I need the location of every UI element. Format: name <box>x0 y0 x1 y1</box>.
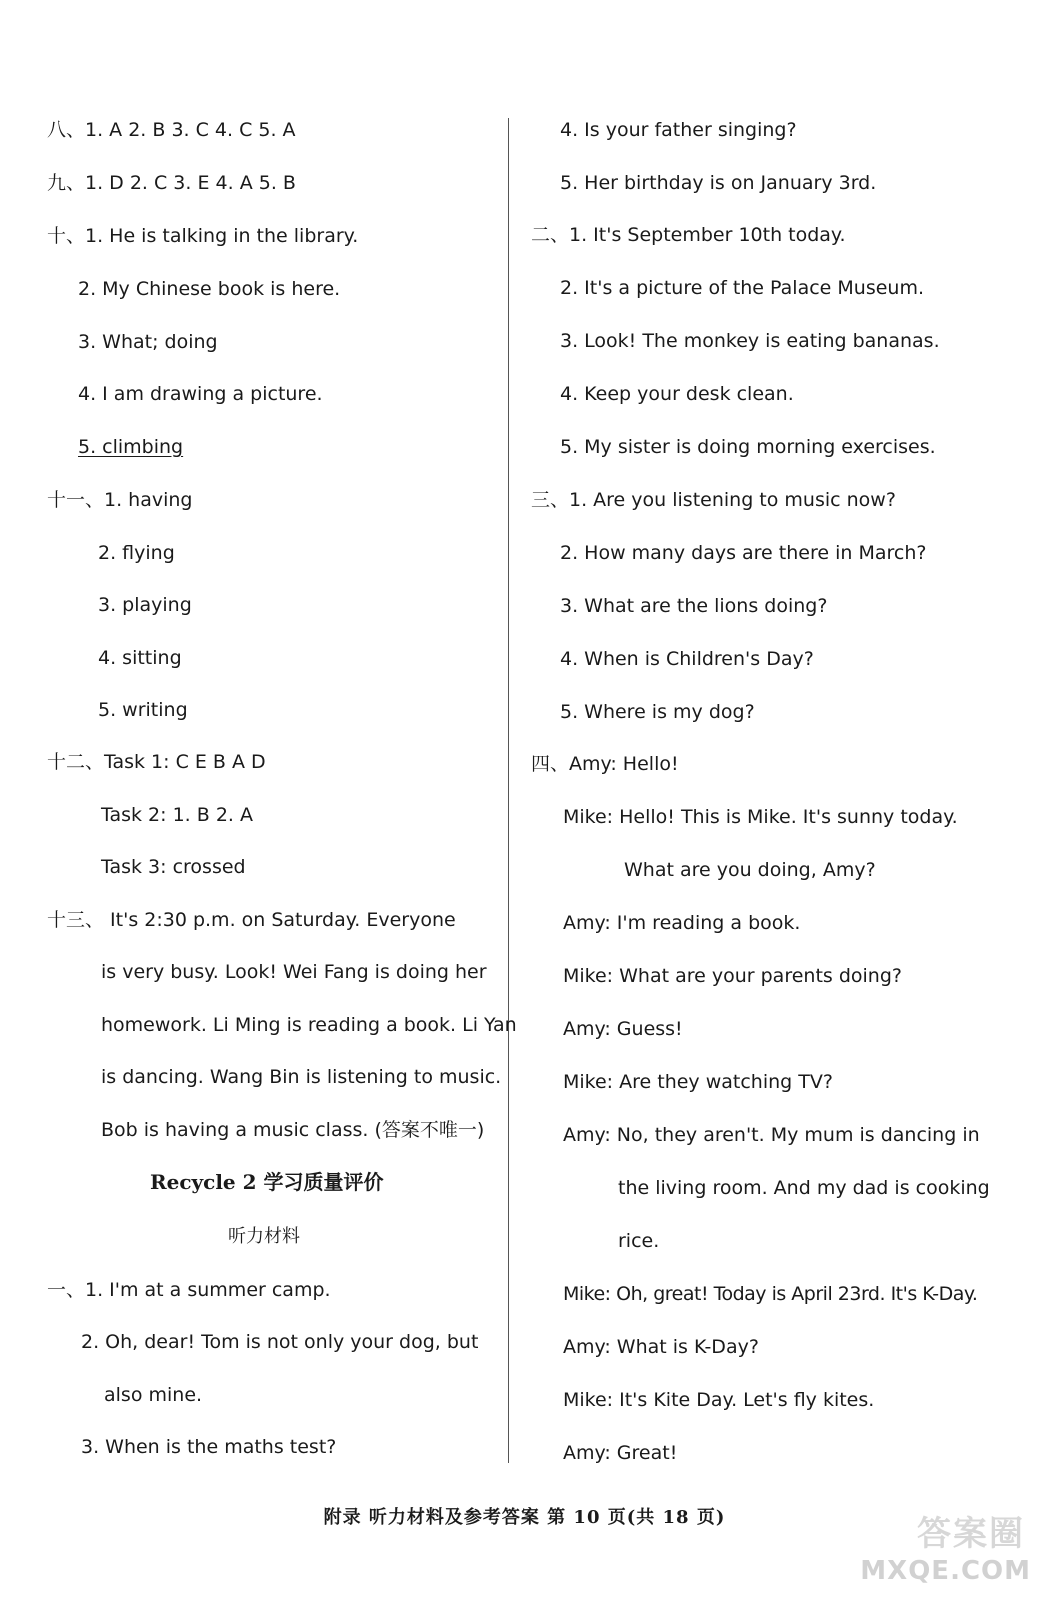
answer-q11-3: 3. playing <box>98 594 192 616</box>
answer-q13-3: homework. Li Ming is reading a book. Li Yan <box>101 1014 517 1036</box>
answer-q12-2: Task 2: 1. B 2. A <box>101 804 253 826</box>
listening-1-2: 2. Oh, dear! Tom is not only your dog, but <box>81 1331 479 1353</box>
answer-q13-2: is very busy. Look! Wei Fang is doing her <box>101 961 487 983</box>
dialogue-line-7: Amy: No, they aren't. My mum is dancing in <box>563 1124 980 1146</box>
dialogue-line-11: Amy: Great! <box>563 1442 678 1464</box>
dialogue-line-7-cont: the living room. And my dad is cooking <box>618 1177 990 1199</box>
answer-q12-1: 十二、Task 1: C E B A D <box>47 751 266 773</box>
listening-3-4: 4. When is Children's Day? <box>560 648 814 670</box>
dialogue-line-1: 四、Amy: Hello! <box>531 753 679 775</box>
answer-q13-5: Bob is having a music class. (答案不唯一) <box>101 1119 485 1141</box>
dialogue-line-4: Mike: What are your parents doing? <box>563 965 902 987</box>
answer-q10-3: 3. What; doing <box>78 331 218 353</box>
page-footer: 附录 听力材料及参考答案 第 10 页(共 18 页) <box>323 1507 726 1528</box>
listening-2-1: 二、1. It's September 10th today. <box>531 224 846 246</box>
section-title: Recycle 2 学习质量评价 <box>150 1170 384 1194</box>
answer-q11-4: 4. sitting <box>98 647 182 669</box>
dialogue-line-5: Amy: Guess! <box>563 1018 683 1040</box>
answer-q12-3: Task 3: crossed <box>101 856 246 878</box>
listening-1-1: 一、1. I'm at a summer camp. <box>47 1279 331 1301</box>
listening-3-1: 三、1. Are you listening to music now? <box>531 489 896 511</box>
dialogue-line-3: Amy: I'm reading a book. <box>563 912 801 934</box>
dialogue-line-2-cont: What are you doing, Amy? <box>624 859 876 881</box>
listening-2-2: 2. It's a picture of the Palace Museum. <box>560 277 924 299</box>
listening-1-5: 5. Her birthday is on January 3rd. <box>560 172 877 194</box>
dialogue-line-7-end: rice. <box>618 1230 660 1252</box>
listening-1-3: 3. When is the maths test? <box>81 1436 337 1458</box>
answer-q10-2: 2. My Chinese book is here. <box>78 278 341 300</box>
dialogue-line-10: Mike: It's Kite Day. Let's fly kites. <box>563 1389 875 1411</box>
listening-3-3: 3. What are the lions doing? <box>560 595 828 617</box>
answer-q9: 九、1. D 2. C 3. E 4. A 5. B <box>47 172 296 194</box>
answer-q11-2: 2. flying <box>98 542 175 564</box>
section-subtitle: 听力材料 <box>228 1226 300 1247</box>
watermark-logo: 答案圈 <box>917 1514 1025 1554</box>
answer-q13-4: is dancing. Wang Bin is listening to music. <box>101 1066 502 1088</box>
dialogue-line-8: Mike: Oh, great! Today is April 23rd. It's K-Day. <box>563 1283 978 1305</box>
answer-q11-1: 十一、1. having <box>47 489 193 511</box>
listening-2-4: 4. Keep your desk clean. <box>560 383 794 405</box>
listening-2-5: 5. My sister is doing morning exercises. <box>560 436 936 458</box>
dialogue-line-6: Mike: Are they watching TV? <box>563 1071 833 1093</box>
column-divider <box>508 118 509 1463</box>
site-watermark <box>860 1506 1031 1586</box>
listening-1-2-cont: also mine. <box>104 1384 203 1406</box>
answer-q8: 八、1. A 2. B 3. C 4. C 5. A <box>47 119 296 141</box>
listening-3-2: 2. How many days are there in March? <box>560 542 927 564</box>
answer-q10-1: 十、1. He is talking in the library. <box>47 225 359 247</box>
answer-q13-1: 十三、 It's 2:30 p.m. on Saturday. Everyone <box>47 909 456 931</box>
listening-3-5: 5. Where is my dog? <box>560 701 755 723</box>
dialogue-line-2: Mike: Hello! This is Mike. It's sunny today. <box>563 806 958 828</box>
watermark-url: MXQE.COM <box>860 1556 1031 1586</box>
listening-1-4: 4. Is your father singing? <box>560 119 797 141</box>
answer-q10-4: 4. I am drawing a picture. <box>78 383 323 405</box>
answer-q11-5: 5. writing <box>98 699 188 721</box>
answer-q10-5: 5. climbing <box>78 436 184 458</box>
listening-2-3: 3. Look! The monkey is eating bananas. <box>560 330 940 352</box>
dialogue-line-9: Amy: What is K-Day? <box>563 1336 759 1358</box>
